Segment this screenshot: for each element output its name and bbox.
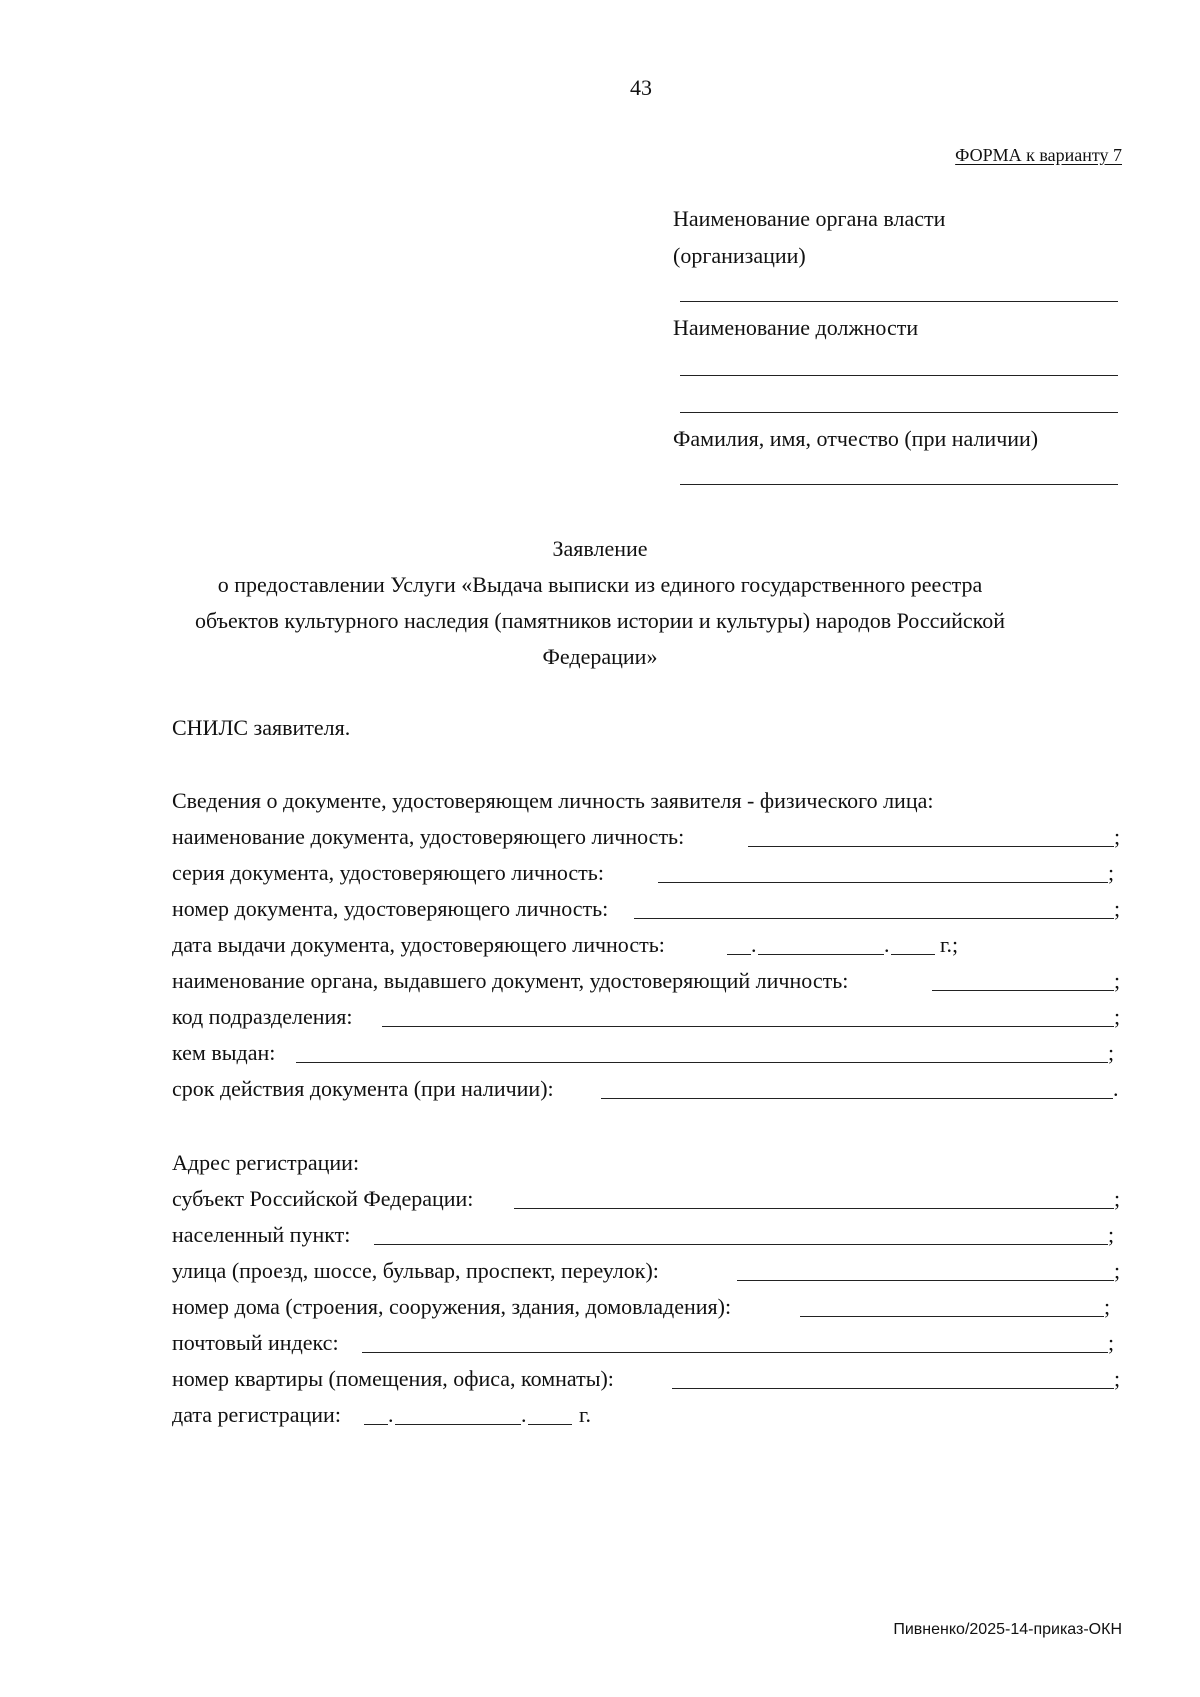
identity-issue-day-field[interactable] xyxy=(727,954,751,955)
document-subtitle-line2: объектов культурного наследия (памятников истории и культуры) народов Российской xyxy=(194,608,1006,633)
identity-doc-name-end: ; xyxy=(1114,824,1121,849)
identity-number-end: ; xyxy=(1114,896,1121,921)
identity-issue-date-label: дата выдачи документа, удостоверяющего личность: xyxy=(172,932,665,957)
addressee-org-label-line1: Наименование органа власти xyxy=(673,206,946,231)
address-locality-field[interactable] xyxy=(374,1244,1108,1245)
document-subtitle-line1: о предоставлении Услуги «Выдача выписки из единого государственного реестра xyxy=(217,572,983,597)
addressee-position-field-1[interactable] xyxy=(680,375,1118,376)
address-reg-date-row xyxy=(172,1402,1122,1428)
address-apartment-row xyxy=(172,1366,1122,1392)
address-house-end: ; xyxy=(1104,1294,1111,1319)
document-subtitle-line3: Федерации» xyxy=(542,644,658,669)
identity-unit-code-label: код подразделения: xyxy=(172,1004,353,1029)
address-region-label: субъект Российской Федерации: xyxy=(172,1186,474,1211)
identity-issuer-name-end: ; xyxy=(1114,968,1121,993)
address-locality-end: ; xyxy=(1108,1222,1115,1247)
identity-validity-field[interactable] xyxy=(601,1098,1113,1099)
addressee-position-field-2[interactable] xyxy=(680,412,1118,413)
address-street-end: ; xyxy=(1114,1258,1121,1283)
identity-unit-code-field[interactable] xyxy=(382,1026,1114,1027)
address-street-label: улица (проезд, шоссе, бульвар, проспект, переулок): xyxy=(172,1258,659,1283)
address-house-field[interactable] xyxy=(800,1316,1104,1317)
identity-series-end: ; xyxy=(1108,860,1115,885)
address-apartment-label: номер квартиры (помещения, офиса, комнаты): xyxy=(172,1366,614,1391)
identity-unit-code-row xyxy=(172,1004,1122,1030)
identity-validity-label: срок действия документа (при наличии): xyxy=(172,1076,554,1101)
identity-number-label: номер документа, удостоверяющего личность: xyxy=(172,896,609,921)
identity-issued-by-row xyxy=(172,1040,1122,1066)
form-reference: ФОРМА к варианту 7 xyxy=(955,145,1122,165)
address-house-label: номер дома (строения, сооружения, здания, домовладения): xyxy=(172,1294,732,1319)
address-postcode-field[interactable] xyxy=(362,1352,1108,1353)
address-street-row xyxy=(172,1258,1122,1284)
identity-doc-name-field[interactable] xyxy=(748,846,1114,847)
address-region-field[interactable] xyxy=(514,1208,1114,1209)
identity-unit-code-end: ; xyxy=(1114,1004,1121,1029)
address-reg-year-field[interactable] xyxy=(528,1424,572,1425)
addressee-org-label-line2: (организации) xyxy=(673,243,806,268)
date-separator: . xyxy=(751,932,757,957)
address-house-row xyxy=(172,1294,1122,1320)
address-postcode-label: почтовый индекс: xyxy=(172,1330,339,1355)
addressee-org-field[interactable] xyxy=(680,301,1118,302)
address-region-row xyxy=(172,1186,1122,1212)
date-separator: . xyxy=(388,1402,394,1427)
address-reg-date-label: дата регистрации: xyxy=(172,1402,341,1427)
identity-number-field[interactable] xyxy=(634,918,1114,919)
address-locality-label: населенный пункт: xyxy=(172,1222,351,1247)
date-separator: . xyxy=(521,1402,527,1427)
address-reg-month-field[interactable] xyxy=(395,1424,521,1425)
identity-issuer-name-label: наименование органа, выдавшего документ, удостоверяющий личность: xyxy=(172,968,849,993)
identity-issue-date-end: г.; xyxy=(940,932,959,957)
identity-issuer-name-field[interactable] xyxy=(932,990,1114,991)
addressee-name-label: Фамилия, имя, отчество (при наличии) xyxy=(673,426,1039,451)
snils-label: СНИЛС заявителя. xyxy=(172,715,351,740)
identity-number-row xyxy=(172,896,1122,922)
identity-series-label: серия документа, удостоверяющего личность: xyxy=(172,860,604,885)
identity-doc-name-row xyxy=(172,824,1122,850)
address-postcode-row xyxy=(172,1330,1122,1356)
identity-issue-date-row xyxy=(172,932,1122,958)
identity-issue-year-field[interactable] xyxy=(891,954,935,955)
identity-series-row xyxy=(172,860,1122,886)
identity-series-field[interactable] xyxy=(658,882,1108,883)
address-reg-day-field[interactable] xyxy=(364,1424,388,1425)
date-separator: . xyxy=(884,932,890,957)
address-apartment-field[interactable] xyxy=(672,1388,1114,1389)
footer-document-code: Пивненко/2025-14-приказ-ОКН xyxy=(893,1621,1122,1638)
address-postcode-end: ; xyxy=(1108,1330,1115,1355)
address-apartment-end: ; xyxy=(1114,1366,1121,1391)
address-reg-date-end: г. xyxy=(579,1402,592,1427)
identity-issued-by-end: ; xyxy=(1108,1040,1115,1065)
address-street-field[interactable] xyxy=(737,1280,1114,1281)
identity-issue-month-field[interactable] xyxy=(758,954,884,955)
identity-issued-by-label: кем выдан: xyxy=(172,1040,276,1065)
address-region-end: ; xyxy=(1114,1186,1121,1211)
document-title: Заявление xyxy=(552,536,648,561)
addressee-name-field[interactable] xyxy=(680,484,1118,485)
identity-issuer-name-row xyxy=(172,968,1122,994)
address-section-heading: Адрес регистрации: xyxy=(172,1150,360,1175)
identity-validity-row xyxy=(172,1076,1122,1102)
address-locality-row xyxy=(172,1222,1122,1248)
identity-issued-by-field[interactable] xyxy=(296,1062,1108,1063)
identity-doc-name-label: наименование документа, удостоверяющего личность: xyxy=(172,824,685,849)
addressee-position-label: Наименование должности xyxy=(673,315,919,340)
identity-validity-end: . xyxy=(1113,1076,1119,1101)
identity-section-heading: Сведения о документе, удостоверяющем личность заявителя - физического лица: xyxy=(172,788,934,813)
page-number: 43 xyxy=(630,75,652,100)
